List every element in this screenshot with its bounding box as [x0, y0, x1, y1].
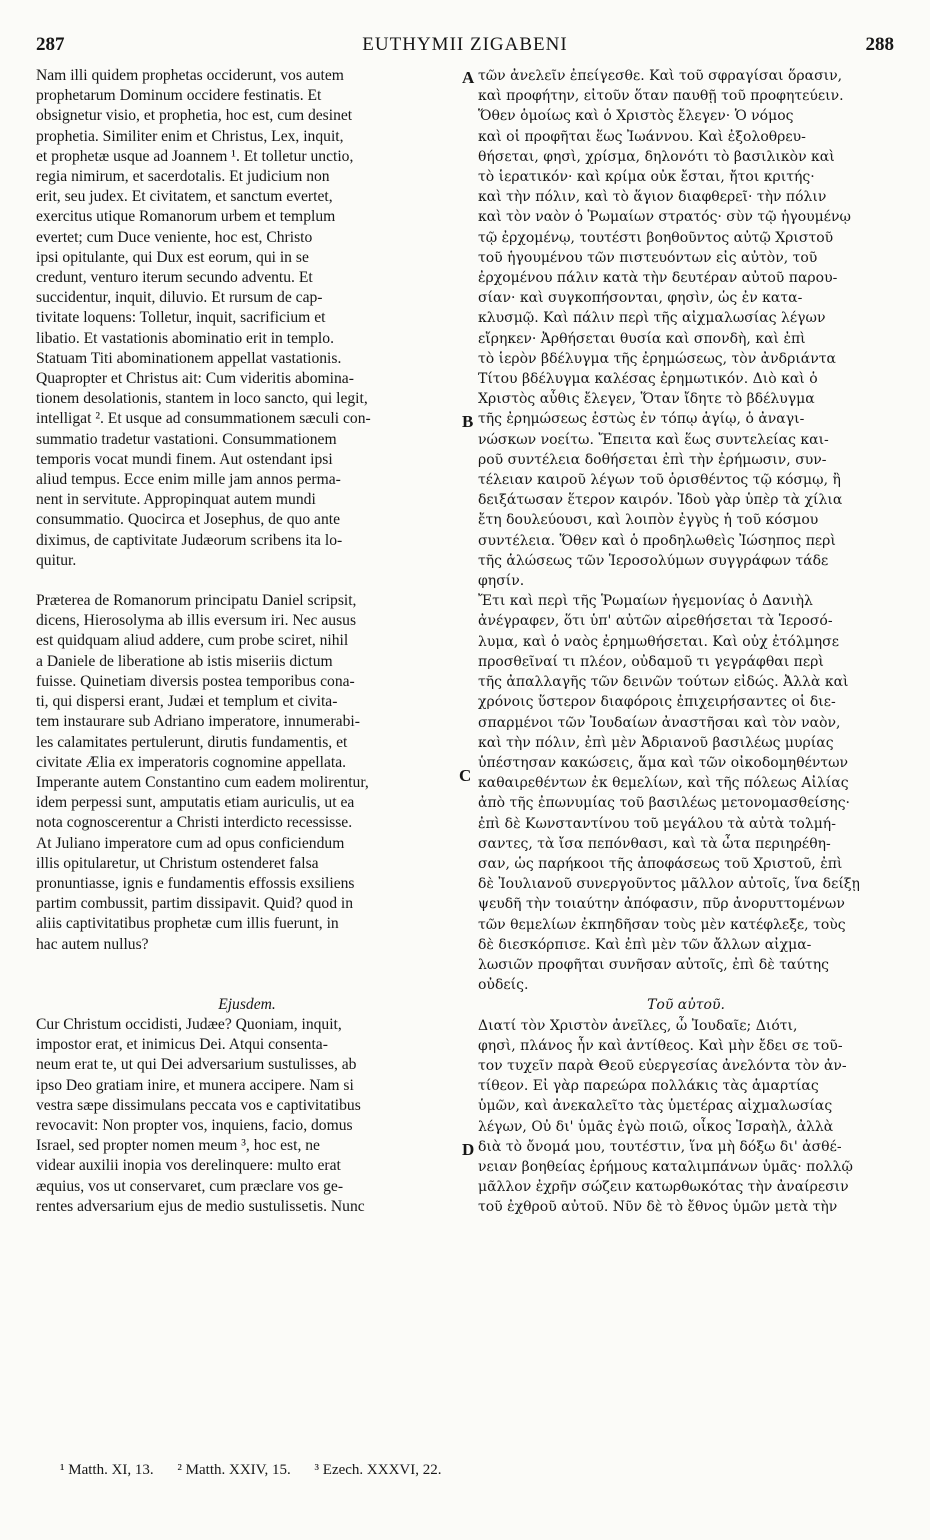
text-line: ἀνέγραφεν, ὅτι ὑπ' αὐτῶν αἱρεθήσεται τὰ Ἱεροσό- — [478, 613, 833, 630]
text-line: prophetia. Similiter enim et Christus, Lex, inquit, — [36, 127, 344, 145]
text-line: aliud tempus. Ecce enim mille jam annos perma- — [36, 471, 341, 489]
text-line: libatio. Et vastationis abominatio erit in templo. — [36, 329, 334, 347]
text-line: ti, qui dispersi erant, Judæi et templum et civita- — [36, 693, 338, 711]
text-line: λέγων, Οὐ δι' ὑμᾶς ἐγὼ ποιῶ, οἶκος Ἰσραὴλ, ἀλλὰ — [478, 1118, 834, 1135]
text-line: Israel, sed propter nomen meum ³, hoc est, ne — [36, 1137, 320, 1155]
text-line: dicens, Hierosolyma ab illis eversum iri. Nec ausus — [36, 612, 357, 630]
text-line: ἔτη δουλεύουσι, καὶ λοιπὸν ἐγγὺς ἡ τοῦ κόσμου — [478, 512, 819, 529]
margin-marker-d: D — [462, 1140, 475, 1159]
text-line: diximus, de captivitate Judæorum scribens ita lo- — [36, 531, 343, 549]
text-line: revocavit: Non propter vos, inquiens, facio, domus — [36, 1116, 353, 1134]
text-line: μᾶλλον ἐχρῆν σώζειν κατωρθωκότας τὴν ἀναίρεσιν — [478, 1179, 849, 1196]
text-line: rentes adversarium ejus de medio sustulissetis. Nunc — [36, 1197, 365, 1215]
footnotes — [60, 1462, 462, 1479]
text-line: νώσκων νοείτω. Ἔπειτα καὶ ἕως συντελείας και- — [478, 431, 829, 448]
text-line: partim combussit, partim dissipavit. Quid? quod in — [36, 895, 354, 913]
text-line: σίαν· καὶ συγκοπήσονται, φησὶν, ὡς ἐν κατα- — [478, 290, 803, 307]
text-line: Τίτου βδέλυγμα καλέσας ἐρημωτικόν. Διὸ καὶ ὁ — [478, 371, 818, 388]
text-line: intelligat ². Et usque ad consummationem sæculi con- — [36, 410, 371, 428]
text-line: nota cognoscerentur a Christi interdicto recessisse. — [36, 814, 353, 832]
text-line: Statuam Titi abominationem appellat vastationis. — [36, 349, 342, 367]
text-line: Ὅθεν ὁμοίως καὶ ὁ Χριστὸς ἔλεγεν· Ὁ νόμος — [478, 108, 794, 125]
text-line: συντέλεια. Ὅθεν καὶ ὁ προδηλωθεὶς Ἰώσηπος περὶ — [478, 532, 836, 549]
text-line: regia nimirum, et sacerdotalis. Et judicium non — [36, 168, 330, 186]
text-line: Præterea de Romanorum principatu Daniel scripsit, — [36, 592, 357, 610]
margin-marker-c: C — [459, 766, 472, 785]
text-line: τῆς ἐρημώσεως ἑστὼς ἐν τόπῳ ἁγίῳ, ὁ ἀναγι- — [478, 411, 805, 428]
text-line: λυμα, καὶ ὁ ναὸς ἐρημωθήσεται. Καὶ οὐχ ἐτόλμησε — [478, 633, 839, 650]
text-line: θήσεται, φησὶ, χρίσμα, δηλονότι τὸ βασιλικὸν καὶ — [478, 148, 835, 165]
text-line: καὶ τὴν πόλιν, ἐπὶ μὲν Ἀδριανοῦ βασιλέως μυρίας — [478, 734, 834, 751]
text-line: διὰ τὸ ὄνομά μου, τουτέστιν, ἵνα μὴ δόξω δι' ἀσθέ- — [478, 1138, 842, 1155]
text-line: credunt, venturo iterum secundo adventu. Et — [36, 269, 313, 287]
text-line: τὸ ἱερατικόν· καὶ κρίμα οὐκ ἔσται, ἤτοι κριτής· — [478, 169, 815, 186]
latin-section-title: Ejusdem. — [218, 995, 276, 1013]
text-line: φησίν. — [478, 573, 525, 590]
text-line: Imperante autem Constantino cum eadem molirentur, — [36, 773, 369, 791]
latin-column — [36, 66, 458, 1217]
text-line: καὶ τὸν ναὸν ὁ Ῥωμαίων στρατός· σὺν τῷ ἡγουμένῳ — [478, 209, 851, 226]
text-line: δὲ Ἰουλιανοῦ συνεργοῦντος μᾶλλον αὐτοῖς, ἵνα δείξῃ — [478, 876, 860, 893]
text-line: tem instaurare sub Adriano imperatore, innumerabi- — [36, 713, 360, 731]
text-line: ἀπὸ τῆς ἐπωνυμίας τοῦ βασιλέως μετονομασθείσης· — [478, 795, 850, 812]
text-line: καὶ προφήτην, εἰτοῦν ὅταν παυθῇ τοῦ προφητεύειν. — [478, 88, 844, 105]
text-line: At Juliano imperatore cum ad opus conficiendum — [36, 834, 345, 852]
text-line: les calamitates pertulerunt, dirutis fundamentis, et — [36, 733, 348, 751]
text-line: Διατί τὸν Χριστὸν ἀνεῖλες, ὦ Ἰουδαῖε; Διότι, — [478, 1017, 798, 1034]
text-line: neum erat te, ut qui Dei adversarium sustulisses, ab — [36, 1056, 357, 1074]
text-line: ὑπέστησαν κακώσεις, ἅμα καὶ τῶν οἰκοδομηθέντων — [478, 754, 849, 771]
text-line: τῶν θεμελίων ἐκπηδῆσαν τοὺς μὲν κατέφλεξε, τοὺς — [478, 916, 846, 933]
text-line: summatio tradetur vastationi. Consummationem — [36, 430, 337, 448]
text-line: succidentur, inquit, diluvio. Et rursum de cap- — [36, 289, 323, 307]
text-line: temporis vocat mundi finem. Aut ostendant ipsi — [36, 450, 333, 468]
text-line: hac autem nullus? — [36, 935, 149, 953]
text-line: impostor erat, et inimicus Dei. Atqui consenta- — [36, 1036, 328, 1054]
text-line: καθαιρεθέντων ἐκ θεμελίων, καὶ τῆς πόλεως Αἰλίας — [478, 775, 849, 792]
text-line: a Daniele de liberatione ab istis miseriis dictum — [36, 652, 333, 670]
text-line: σπαρμένοι τῶν Ἰουδαίων ἀναστῆσαι καὶ τὸν ναὸν, — [478, 714, 841, 731]
text-line: consummatio. Quocirca et Josephus, de quo ante — [36, 511, 341, 529]
text-line: τὸ ἱερὸν βδέλυγμα τῆς ἐρημώσεως, τὸν ἀνδριάντα — [478, 350, 836, 367]
margin-marker-a: A — [462, 68, 475, 87]
text-line: κλυσμῷ. Καὶ πάλιν περὶ τῆς αἰχμαλωσίας λέγων — [478, 310, 826, 327]
text-line: Ἔτι καὶ περὶ τῆς Ῥωμαίων ἡγεμονίας ὁ Δανιὴλ — [478, 593, 813, 610]
text-line: Cur Christum occidisti, Judæe? Quoniam, inquit, — [36, 1015, 342, 1033]
right-page-number: 288 — [865, 34, 894, 55]
margin-marker-b: B — [462, 412, 474, 431]
text-line: tionem desolationis, stantem in loco sancto, qui legit, — [36, 390, 368, 408]
text-line: τῆς ἀπαλλαγῆς τῶν δεινῶν τούτων εἰδώς. Ἀλλὰ καὶ — [478, 674, 849, 691]
greek-column — [478, 66, 894, 1218]
text-line: idem perpessi sunt, amputatis etiam auriculis, ut ea — [36, 794, 355, 812]
text-line: λωσιῶν προφῆται συνῆσαν αὐτοῖς, ἐπὶ δὲ ταύτης — [478, 956, 829, 973]
text-line: vestra sæpe dissimulans peccata vos e captivitatibus — [36, 1096, 361, 1114]
text-line: erit, seu judex. Et civitatem, et sanctum evertet, — [36, 188, 333, 206]
latin-paragraph-2 — [36, 591, 458, 955]
text-line: προσθεῖναί τι πλέον, οὐδαμοῦ τι γεγράφθαι περὶ — [478, 653, 824, 670]
text-line: ἐπὶ δὲ Κωνσταντίνου τοῦ μεγάλου τὰ αὐτὰ τολμή- — [478, 815, 836, 832]
text-line: videar auxilii inopia vos derelinquere: multo erat — [36, 1157, 341, 1175]
text-line: ipso Deo gratiam inire, et munera accipere. Nam si — [36, 1076, 354, 1094]
text-line: nent in servitute. Appropinquat autem mundi — [36, 491, 316, 509]
text-line: χρόνοις ὕστερον διαφόροις ἐπιχειρήσαντες οἱ διε- — [478, 694, 836, 711]
text-line: καὶ οἱ προφῆται ἕως Ἰωάννου. Καὶ ἐξολοθρευ- — [478, 128, 806, 145]
text-line: quitur. — [36, 551, 77, 569]
text-line: τῆς ἁλώσεως τῶν Ἱεροσολύμων συγγράφων τάδε — [478, 552, 829, 569]
latin-paragraph-3 — [36, 1015, 458, 1217]
text-line: aliis captivitatibus prophetæ cum illis fuerunt, in — [36, 915, 339, 933]
greek-paragraph-2 — [478, 591, 894, 995]
footnote: ¹ Matth. XI, 13. — [60, 1462, 154, 1478]
text-line: tivitate loquens: Tolletur, inquit, sacrificium et — [36, 309, 326, 327]
text-line: καὶ τὴν πόλιν, καὶ τὸ ἅγιον διαφθερεῖ· τὴν πόλιν — [478, 189, 827, 206]
greek-paragraph-1 — [478, 66, 894, 591]
text-line: prophetarum Dominum occidere festinatis. Et — [36, 87, 322, 105]
text-line: Χριστὸς αὖθις ἔλεγεν, Ὅταν ἴδητε τὸ βδέλυγμα — [478, 391, 815, 408]
text-line: pronuntiasse, ignis e fundamentis effossis exsiliens — [36, 874, 355, 892]
text-line: νειαν βοηθείας ἐρήμους καταλιμπάνων ὑμᾶς· πολλῷ — [478, 1158, 853, 1175]
text-line: τέλειαν καιροῦ λέγων τοῦ ὁρισθέντος τῷ κόσμῳ, ἢ — [478, 472, 841, 489]
text-line: τοῦ ἡγουμένου τῶν πιστευόντων εἰς αὐτὸν, τοῦ — [478, 249, 818, 266]
text-line: σαντες, τὰ ἴσα πεπόνθασι, καὶ τὰ ὦτα περιηρέθη- — [478, 835, 831, 852]
text-line: φησὶ, πλάνος ἦν καὶ ἀντίθεος. Καὶ μὴν ἔδει σε τοῦ- — [478, 1037, 843, 1054]
text-line: εἴρηκεν· Ἀρθήσεται θυσία καὶ σπονδὴ, καὶ ἐπὶ — [478, 330, 806, 347]
text-line: est quidquam aliud addere, cum probe sciret, nihil — [36, 632, 349, 650]
footnote: ³ Ezech. XXXVI, 22. — [314, 1462, 442, 1478]
left-page-number: 287 — [36, 34, 65, 55]
text-line: ipsi opitulante, qui Dux est eorum, qui in se — [36, 248, 309, 266]
text-line: æquius, vos ut conservaret, cum præclare vos ge- — [36, 1177, 344, 1195]
text-line: fuisse. Quinetiam diversis postea temporibus cona- — [36, 672, 355, 690]
text-line: evertet; cum Duce veniente, hoc est, Christo — [36, 228, 313, 246]
text-line: illis opitularetur, ut Christum ostenderet falsa — [36, 854, 319, 872]
greek-section-title: Τοῦ αὐτοῦ. — [647, 997, 725, 1014]
text-line: τῶν ἀνελεῖν ἐπείγεσθε. Καὶ τοῦ σφραγίσαι ὅρασιν, — [478, 68, 843, 84]
latin-paragraph-1 — [36, 66, 458, 571]
running-title: EUTHYMII ZIGABENI — [362, 34, 568, 55]
text-line: Quapropter et Christus ait: Cum videritis abomina- — [36, 370, 354, 388]
text-line: δὲ διεσκόρπισε. Καὶ ἐπὶ μὲν τῶν ἄλλων αἰχμα- — [478, 936, 812, 953]
text-line: et prophetæ usque ad Joannem ¹. Et tolletur unctio, — [36, 147, 354, 165]
text-line: τῷ ἐρχομένῳ, τουτέστι βοηθοῦντος αὐτῷ Χριστοῦ — [478, 229, 834, 246]
footnote: ² Matth. XXIV, 15. — [177, 1462, 291, 1478]
text-line: ἐρχομένου πάλιν κατὰ τὴν δευτέραν αὐτοῦ παρου- — [478, 270, 838, 287]
greek-paragraph-3 — [478, 1016, 894, 1218]
text-line: τίθεον. Εἰ γὰρ παρεώρα πολλάκις τὰς ἁμαρτίας — [478, 1078, 819, 1095]
text-line: δειξάτωσαν ἕτερον καιρόν. Ἰδοὺ γὰρ ὑπὲρ τὰ χίλια — [478, 492, 843, 509]
text-line: ροῦ συντέλεια δοθήσεται ἐπὶ τὴν ἐρήμωσιν, συν- — [478, 451, 827, 468]
text-line: οὐδείς. — [478, 977, 529, 994]
text-line: σαν, ὡς παρήκοοι τῆς ἀποφάσεως τοῦ Χριστοῦ, ἐπὶ — [478, 855, 843, 872]
text-line: obsignetur visio, et prophetia, hoc est, cum desinet — [36, 107, 353, 125]
text-line: τον τυχεῖν παρὰ Θεοῦ εὐεργεσίας ἀνελόντα τὸν ἀν- — [478, 1057, 847, 1074]
text-line: τοῦ ἐχθροῦ αὐτοῦ. Νῦν δὲ τὸ ἔθνος ὑμῶν μετὰ τὴν — [478, 1199, 838, 1216]
text-line: exercitus utique Romanorum urbem et templum — [36, 208, 336, 226]
text-line: ὑμῶν, καὶ ἀνεκαλεῖτο τὰς ὑμετέρας αἰχμαλωσίας — [478, 1098, 833, 1115]
page-header — [36, 30, 894, 66]
text-line: civitate Ælia ex imperatoris cognomine appellata. — [36, 753, 347, 771]
text-line: ψευδῆ τὴν τοιαύτην ἀπόφασιν, πῦρ ἀνορυττομένων — [478, 896, 845, 913]
text-line: Nam illi quidem prophetas occiderunt, vos autem — [36, 67, 344, 84]
